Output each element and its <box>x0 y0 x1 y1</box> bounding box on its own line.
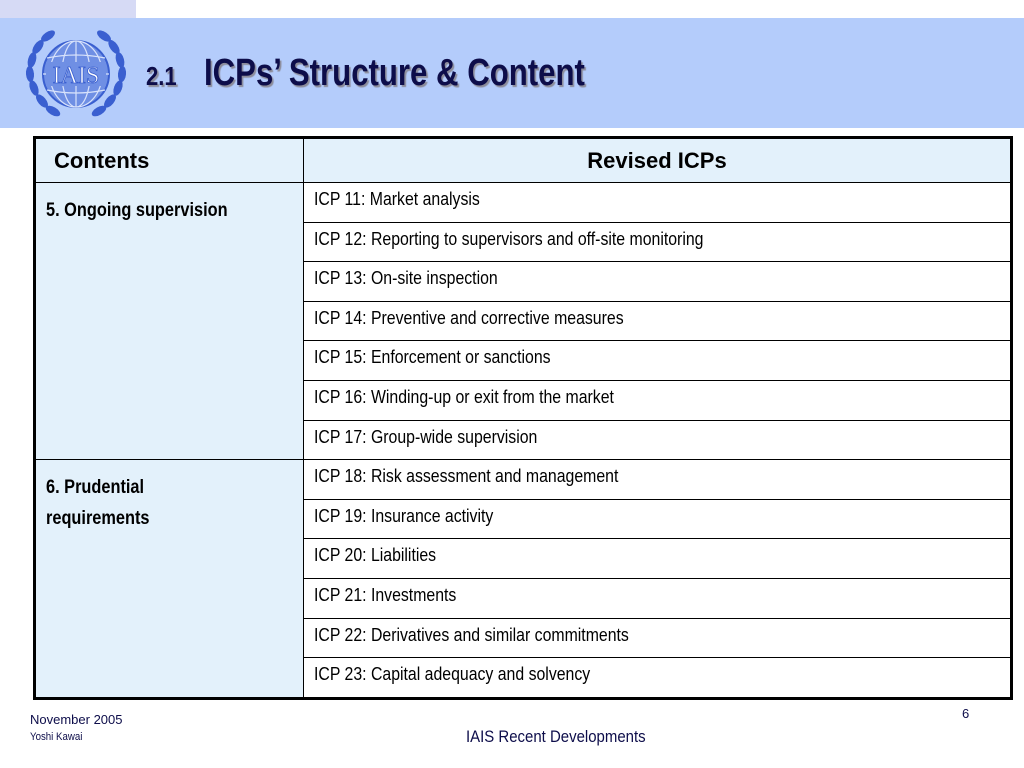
group-label-prudential-requirements: 6. Prudential requirements <box>36 460 304 698</box>
icp-item: ICP 23: Capital adequacy and solvency <box>304 658 1011 698</box>
icp-table <box>33 136 1013 700</box>
footer-date: November 2005 <box>30 712 123 727</box>
table-header-row <box>36 139 1011 183</box>
icp-item: ICP 22: Derivatives and similar commitments <box>304 618 1011 658</box>
icp-item: ICP 14: Preventive and corrective measures <box>304 301 1011 341</box>
footer-title: IAIS Recent Developments <box>466 727 646 746</box>
iais-logo <box>20 18 132 130</box>
icp-item: ICP 16: Winding-up or exit from the market <box>304 381 1011 421</box>
icp-item: ICP 11: Market analysis <box>304 183 1011 223</box>
table-row <box>36 183 1011 223</box>
icp-item: ICP 20: Liabilities <box>304 539 1011 579</box>
header-revised-icps: Revised ICPs <box>304 139 1011 183</box>
icp-item: ICP 19: Insurance activity <box>304 499 1011 539</box>
icp-item: ICP 21: Investments <box>304 579 1011 619</box>
icp-item: ICP 12: Reporting to supervisors and off-site monitoring <box>304 222 1011 262</box>
title-text: ICPs’ Structure & Content <box>204 52 586 94</box>
title-number: 2.1 <box>146 61 177 91</box>
page-number: 6 <box>962 706 970 721</box>
icp-item: ICP 15: Enforcement or sanctions <box>304 341 1011 381</box>
table-row <box>36 460 1011 500</box>
footer-author: Yoshi Kawai <box>30 731 83 743</box>
header-contents: Contents <box>36 139 304 183</box>
icp-item: ICP 18: Risk assessment and management <box>304 460 1011 500</box>
svg-text:IAIS: IAIS <box>52 63 100 89</box>
icp-item: ICP 17: Group-wide supervision <box>304 420 1011 460</box>
group-label-ongoing-supervision: 5. Ongoing supervision <box>36 183 304 460</box>
icp-item: ICP 13: On-site inspection <box>304 262 1011 302</box>
slide-title <box>146 52 669 102</box>
footer-left <box>30 712 123 745</box>
